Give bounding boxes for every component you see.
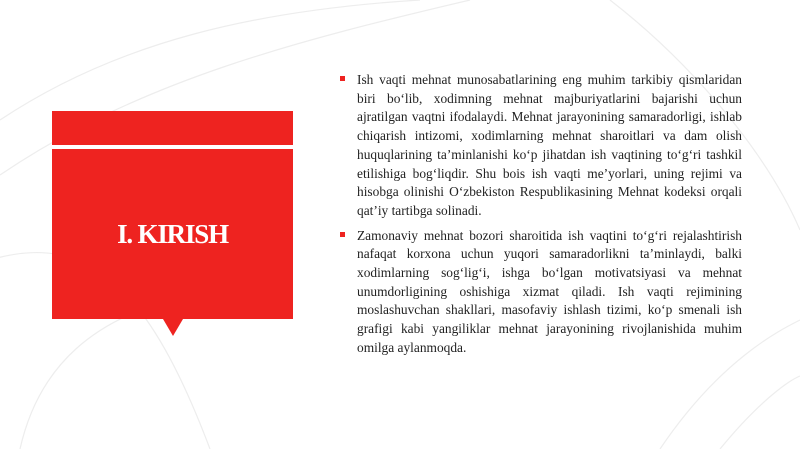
bullet-square-icon xyxy=(340,76,345,81)
slide-content xyxy=(340,71,742,364)
paragraph-text: Zamonaviy mehnat bozori sharoitida ish vaqtini to‘g‘ri rejalashtirish nafaqat korxona uchun yuqori samaradorlikni ta’minlaydi, balki xodimlarning sog‘lig‘i, ishga bo‘lgan motivatsiyasi va mehnat unumdorligining oshishiga xizmat qiladi. Ish vaqti rejimining moslashuvchan shakllari, masofaviy ishlash tizimi, ko‘p smenali ish grafigi kabi yangiliklar mehnat jarayonining rivojlanishida muhim omilga aylanmoqda. xyxy=(357,227,742,355)
title-pointer xyxy=(163,319,183,336)
slide-title: I. KIRISH xyxy=(117,218,228,249)
bullet-item xyxy=(340,227,742,358)
title-block xyxy=(52,111,293,319)
paragraph-text: Ish vaqti mehnat munosabatlarining eng muhim tarkibiy qismlaridan biri bo‘lib, xodimning mehnat majburiyatlarini bajarishi uchun ajratilgan vaqtni ifodalaydi. Mehnat jarayonining samaradorligi, ishlab chiqarish intizomi, xodimlarning mehnat sharoitlari va dam olish huquqlarining ta’minlanishi ko‘p jihatdan ish vaqtining to‘g‘ri tashkil etilishiga bog‘liqdir. Shu bois ish vaqti me’yorlari, uning rejimi va hisobga olinishi O‘zbekiston Respublikasining Mehnat kodeksi orqali qat’iy tartibga solinadi. xyxy=(357,72,742,218)
bullet-item xyxy=(340,71,742,221)
title-box xyxy=(52,149,293,319)
bullet-square-icon xyxy=(340,232,345,237)
title-top-strip xyxy=(52,111,293,145)
